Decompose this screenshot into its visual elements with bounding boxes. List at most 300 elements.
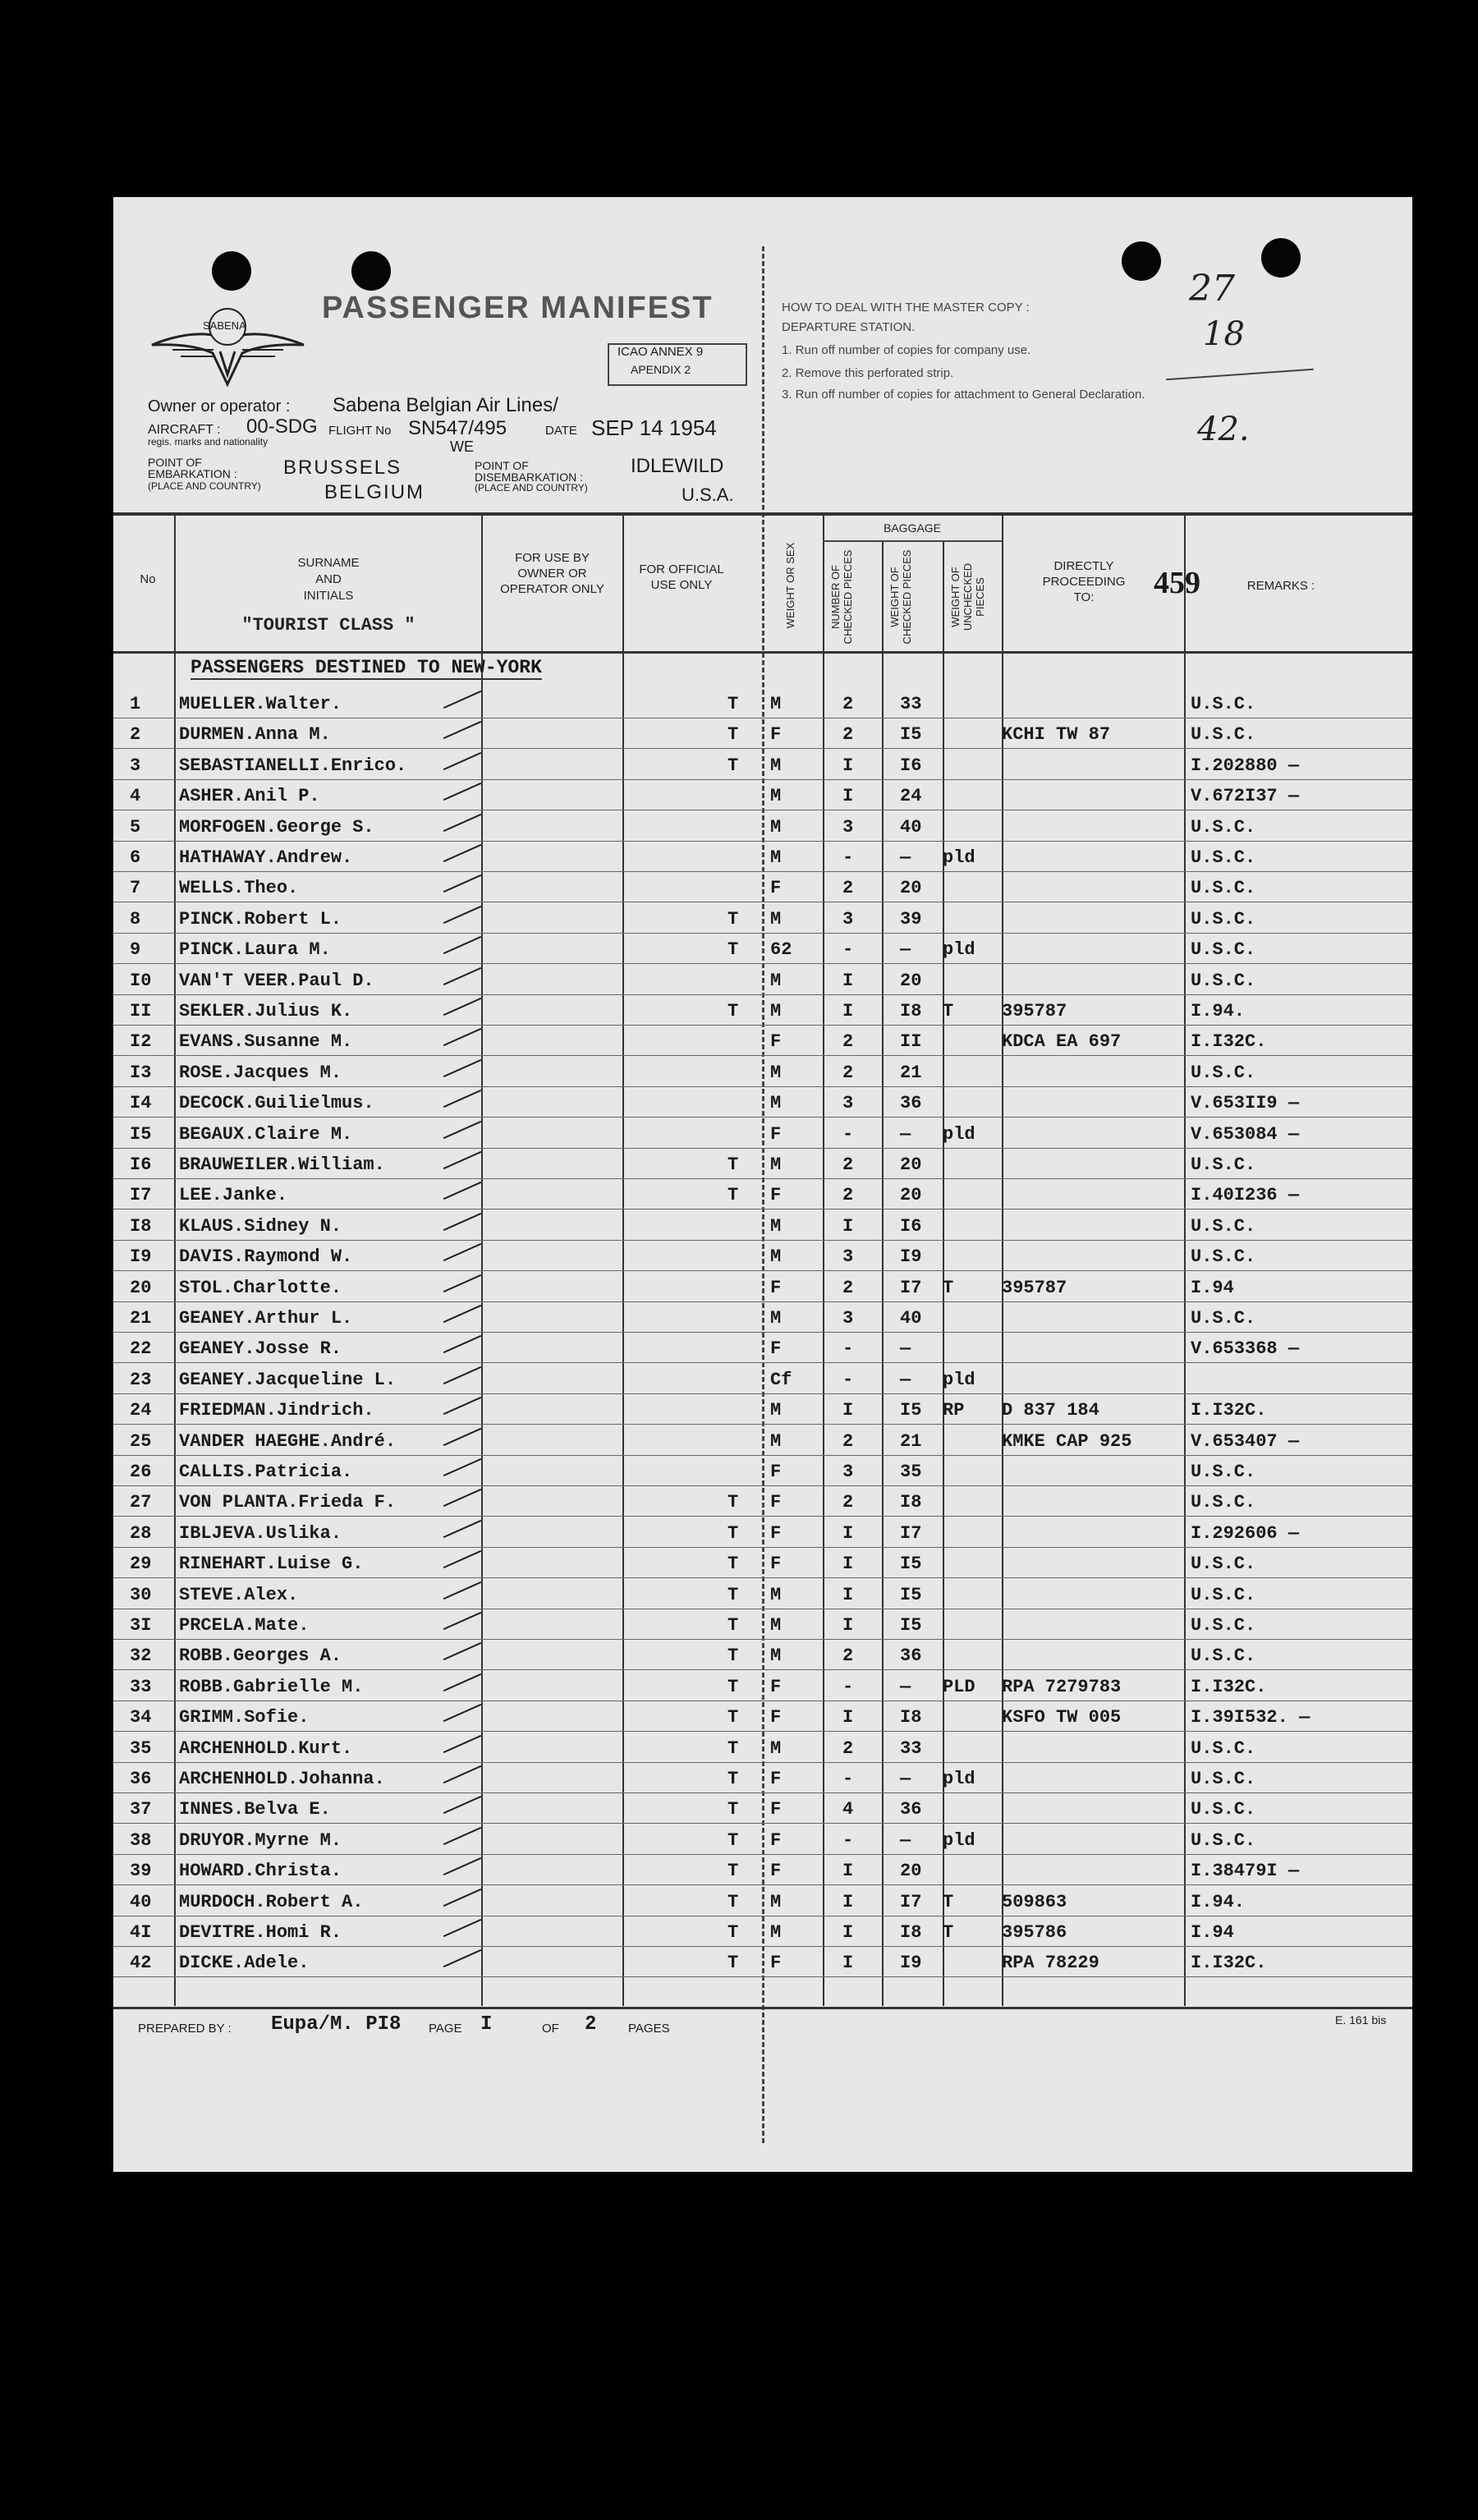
row-number: 2 bbox=[130, 724, 141, 746]
aircraft-label: AIRCRAFT : bbox=[148, 423, 221, 437]
sex: M bbox=[770, 1093, 782, 1114]
row-number: 34 bbox=[130, 1707, 152, 1728]
icao-appendix: APENDIX 2 bbox=[631, 363, 691, 376]
row-number: 9 bbox=[130, 939, 141, 961]
checked-pieces: 2 bbox=[842, 1430, 854, 1452]
remarks: V.653084 — bbox=[1191, 1123, 1300, 1145]
checked-pieces: I bbox=[842, 755, 854, 776]
remarks: U.S.C. bbox=[1191, 1584, 1256, 1605]
form-code: E. 161 bis bbox=[1335, 2013, 1387, 2027]
table-row bbox=[113, 871, 1412, 902]
checked-pieces: I bbox=[842, 1400, 854, 1421]
sex: M bbox=[770, 1215, 782, 1237]
check-mark-icon bbox=[443, 691, 481, 709]
of-value: 2 bbox=[585, 2013, 597, 2036]
passenger-name: ROBB.Georges A. bbox=[179, 1646, 342, 1667]
row-number: 35 bbox=[130, 1737, 152, 1759]
table-row bbox=[113, 841, 1412, 872]
unchecked-weight: PLD bbox=[943, 1676, 975, 1697]
table-row bbox=[113, 1762, 1412, 1793]
row-number: I6 bbox=[130, 1154, 152, 1175]
proceeding-count: 459 bbox=[1154, 566, 1200, 600]
passenger-name: EVANS.Susanne M. bbox=[179, 1031, 353, 1053]
row-number: 22 bbox=[130, 1338, 152, 1360]
row-number: I0 bbox=[130, 970, 152, 991]
directly-proceeding: KMKE CAP 925 bbox=[1002, 1430, 1132, 1452]
directly-proceeding: KDCA EA 697 bbox=[1002, 1031, 1122, 1053]
checked-weight: — bbox=[900, 939, 911, 961]
table-row bbox=[113, 1916, 1412, 1947]
checked-pieces: - bbox=[842, 1829, 854, 1851]
checked-pieces: 2 bbox=[842, 1492, 854, 1513]
checked-weight: 35 bbox=[900, 1462, 922, 1482]
passenger-name: PINCK.Robert L. bbox=[179, 908, 342, 930]
checked-weight: I5 bbox=[900, 1584, 922, 1605]
sex: F bbox=[770, 1676, 782, 1697]
sex: M bbox=[770, 1308, 782, 1329]
checked-weight: I9 bbox=[900, 1953, 922, 1974]
checked-weight: 20 bbox=[900, 1154, 922, 1175]
directly-proceeding: RPA 78229 bbox=[1002, 1953, 1099, 1974]
sex: M bbox=[770, 1062, 782, 1083]
checked-weight: 39 bbox=[900, 908, 922, 930]
directly-proceeding: 395787 bbox=[1002, 1277, 1067, 1298]
table-row bbox=[113, 1854, 1412, 1885]
checked-pieces: 3 bbox=[842, 1308, 854, 1329]
checked-pieces: 2 bbox=[842, 1646, 854, 1667]
checked-weight: I6 bbox=[900, 1215, 922, 1237]
transit-mark: T bbox=[728, 1676, 739, 1697]
checked-pieces: I bbox=[842, 1215, 854, 1237]
checked-pieces: 2 bbox=[842, 1154, 854, 1175]
transit-mark: T bbox=[728, 1707, 739, 1728]
sex: M bbox=[770, 1430, 782, 1452]
check-mark-icon bbox=[443, 1274, 481, 1292]
sex: F bbox=[770, 1031, 782, 1053]
passenger-name: STOL.Charlotte. bbox=[179, 1277, 342, 1298]
check-mark-icon bbox=[443, 1090, 481, 1108]
checked-pieces: 2 bbox=[842, 1737, 854, 1759]
checked-pieces: 2 bbox=[842, 878, 854, 899]
row-number: 4I bbox=[130, 1922, 152, 1943]
checked-weight: I6 bbox=[900, 755, 922, 776]
sex: M bbox=[770, 1584, 782, 1605]
table-row bbox=[113, 1792, 1412, 1824]
checked-pieces: I bbox=[842, 1891, 854, 1912]
unchecked-weight: pld bbox=[943, 1769, 975, 1789]
check-mark-icon bbox=[443, 752, 481, 770]
passenger-name: VON PLANTA.Frieda F. bbox=[179, 1492, 397, 1513]
passenger-name: RINEHART.Luise G. bbox=[179, 1554, 364, 1575]
check-mark-icon bbox=[443, 1919, 481, 1937]
remarks: V.653368 — bbox=[1191, 1338, 1300, 1360]
footer-rule bbox=[113, 2007, 1412, 2009]
row-number: I5 bbox=[130, 1123, 152, 1145]
table-row bbox=[113, 1609, 1412, 1640]
sex: F bbox=[770, 1829, 782, 1851]
passenger-name: MURDOCH.Robert A. bbox=[179, 1891, 364, 1912]
punch-hole-3 bbox=[1122, 241, 1161, 281]
sex: F bbox=[770, 1522, 782, 1544]
checked-pieces: 4 bbox=[842, 1799, 854, 1820]
row-number: 3 bbox=[130, 755, 141, 776]
of-label: OF bbox=[542, 2022, 559, 2036]
check-mark-icon bbox=[443, 1305, 481, 1323]
checked-weight: I5 bbox=[900, 1554, 922, 1575]
sex: F bbox=[770, 1277, 782, 1298]
checked-weight: 20 bbox=[900, 878, 922, 899]
checked-weight: I5 bbox=[900, 1400, 922, 1421]
sex: M bbox=[770, 908, 782, 930]
row-number: I2 bbox=[130, 1031, 152, 1053]
check-mark-icon bbox=[443, 967, 481, 985]
checked-weight: 40 bbox=[900, 816, 922, 838]
col-header-no: No bbox=[140, 572, 156, 586]
checked-pieces: I bbox=[842, 1922, 854, 1943]
sex: F bbox=[770, 1554, 782, 1575]
disembark-country: U.S.A. bbox=[682, 484, 734, 505]
row-number: 7 bbox=[130, 878, 141, 899]
unchecked-weight: T bbox=[943, 1001, 954, 1021]
instruction-line-2: DEPARTURE STATION. bbox=[782, 320, 916, 334]
checked-weight: 20 bbox=[900, 1185, 922, 1206]
remarks: U.S.C. bbox=[1191, 1462, 1256, 1482]
handwritten-number-2: 18 bbox=[1203, 315, 1245, 353]
handwritten-number-3: 42. bbox=[1197, 411, 1250, 448]
checked-pieces: - bbox=[842, 1676, 854, 1697]
unchecked-weight: T bbox=[943, 1891, 954, 1912]
passenger-name: ROSE.Jacques M. bbox=[179, 1062, 342, 1083]
checked-pieces: 2 bbox=[842, 1031, 854, 1053]
table-row bbox=[113, 1363, 1412, 1394]
table-row bbox=[113, 1240, 1412, 1271]
passenger-name: DECOCK.Guilielmus. bbox=[179, 1093, 374, 1114]
remarks: I.I32C. bbox=[1191, 1953, 1267, 1974]
checked-weight: — bbox=[900, 1829, 911, 1851]
remarks: U.S.C. bbox=[1191, 1308, 1256, 1329]
table-row bbox=[113, 902, 1412, 934]
check-mark-icon bbox=[443, 1458, 481, 1476]
table-row bbox=[113, 1517, 1412, 1548]
aircraft-sublabel: regis. marks and nationality bbox=[148, 436, 269, 448]
row-number: I4 bbox=[130, 1093, 152, 1114]
remarks: I.94. bbox=[1191, 1891, 1246, 1912]
col-header-weight-checked: WEIGHT OF CHECKED PIECES bbox=[888, 549, 913, 645]
row-number: 21 bbox=[130, 1308, 152, 1329]
embark-label: POINT OF EMBARKATION : bbox=[148, 456, 237, 480]
checked-weight: 33 bbox=[900, 694, 922, 714]
directly-proceeding: D 837 184 bbox=[1002, 1400, 1099, 1421]
instruction-line-1: HOW TO DEAL WITH THE MASTER COPY : bbox=[782, 301, 1030, 314]
disembark-place: IDLEWILD bbox=[631, 455, 724, 477]
sex: F bbox=[770, 1462, 782, 1482]
transit-mark: T bbox=[728, 1554, 739, 1575]
transit-mark: T bbox=[728, 1829, 739, 1851]
checked-weight: — bbox=[900, 1338, 911, 1360]
check-mark-icon bbox=[443, 1335, 481, 1353]
flight-extra: WE bbox=[450, 438, 474, 455]
checked-pieces: 3 bbox=[842, 1093, 854, 1114]
remarks: I.38479I — bbox=[1191, 1861, 1300, 1882]
row-number: 30 bbox=[130, 1584, 152, 1605]
passenger-name: HOWARD.Christa. bbox=[179, 1861, 342, 1882]
check-mark-icon bbox=[443, 998, 481, 1016]
row-number: 25 bbox=[130, 1430, 152, 1452]
check-mark-icon bbox=[443, 1735, 481, 1753]
transit-mark: T bbox=[728, 1001, 739, 1021]
col-header-tourist-class: "TOURIST CLASS " bbox=[241, 615, 415, 636]
passenger-name: BRAUWEILER.William. bbox=[179, 1154, 385, 1175]
passenger-name: FRIEDMAN.Jindrich. bbox=[179, 1400, 374, 1421]
checked-weight: 36 bbox=[900, 1646, 922, 1667]
check-mark-icon bbox=[443, 1673, 481, 1691]
table-row bbox=[113, 1178, 1412, 1210]
passenger-name: HATHAWAY.Andrew. bbox=[179, 847, 353, 868]
col-header-directly-proceeding: DIRECTLY PROCEEDING TO: bbox=[1042, 559, 1126, 604]
transit-mark: T bbox=[728, 1799, 739, 1820]
checked-weight: I7 bbox=[900, 1277, 922, 1298]
checked-pieces: I bbox=[842, 1001, 854, 1021]
checked-pieces: 3 bbox=[842, 1246, 854, 1268]
transit-mark: T bbox=[728, 1891, 739, 1912]
sex: Cf bbox=[770, 1369, 792, 1390]
passenger-name: GEANEY.Jacqueline L. bbox=[179, 1369, 397, 1390]
passenger-name: GRIMM.Sofie. bbox=[179, 1707, 310, 1728]
check-mark-icon bbox=[443, 906, 481, 924]
sex: F bbox=[770, 724, 782, 746]
check-mark-icon bbox=[443, 1366, 481, 1384]
pages-label: PAGES bbox=[628, 2022, 670, 2036]
table-row bbox=[113, 1271, 1412, 1302]
col-header-surname-2: AND bbox=[315, 572, 342, 586]
check-mark-icon bbox=[443, 1489, 481, 1507]
remarks: U.S.C. bbox=[1191, 1554, 1256, 1575]
row-number: 40 bbox=[130, 1891, 152, 1912]
table-row bbox=[113, 1824, 1412, 1855]
checked-pieces: 2 bbox=[842, 1277, 854, 1298]
sex: F bbox=[770, 1953, 782, 1974]
table-row bbox=[113, 933, 1412, 964]
passenger-name: SEBASTIANELLI.Enrico. bbox=[179, 755, 407, 776]
transit-mark: T bbox=[728, 1522, 739, 1544]
remarks: V.672I37 — bbox=[1191, 786, 1300, 807]
disembark-label: POINT OF DISEMBARKATION : bbox=[475, 459, 583, 484]
row-number: I8 bbox=[130, 1215, 152, 1237]
passenger-name: SEKLER.Julius K. bbox=[179, 1001, 353, 1021]
passenger-name: VANDER HAEGHE.André. bbox=[179, 1430, 397, 1452]
row-number: II bbox=[130, 1001, 152, 1021]
remarks: U.S.C. bbox=[1191, 1246, 1256, 1268]
remarks: I.94. bbox=[1191, 1001, 1246, 1021]
embark-sublabel: (PLACE AND COUNTRY) bbox=[148, 480, 261, 492]
transit-mark: T bbox=[728, 1584, 739, 1605]
row-number: 33 bbox=[130, 1676, 152, 1697]
transit-mark: T bbox=[728, 939, 739, 961]
embark-country: BELGIUM bbox=[324, 481, 425, 503]
sex: F bbox=[770, 1492, 782, 1513]
sex: F bbox=[770, 1799, 782, 1820]
row-number: 5 bbox=[130, 816, 141, 838]
checked-pieces: 2 bbox=[842, 1185, 854, 1206]
embark-place: BRUSSELS bbox=[283, 457, 402, 479]
checked-pieces: - bbox=[842, 1338, 854, 1360]
table-row bbox=[113, 1732, 1412, 1763]
sex: M bbox=[770, 1246, 782, 1268]
remarks: U.S.C. bbox=[1191, 1737, 1256, 1759]
remarks: V.653407 — bbox=[1191, 1430, 1300, 1452]
transit-mark: T bbox=[728, 1492, 739, 1513]
checked-pieces: - bbox=[842, 1769, 854, 1789]
table-row bbox=[113, 687, 1412, 718]
check-mark-icon bbox=[443, 1765, 481, 1783]
transit-mark: T bbox=[728, 1154, 739, 1175]
check-mark-icon bbox=[443, 721, 481, 739]
table-row bbox=[113, 964, 1412, 995]
table-row bbox=[113, 1210, 1412, 1241]
table-row bbox=[113, 779, 1412, 810]
check-mark-icon bbox=[443, 874, 481, 893]
checked-weight: I8 bbox=[900, 1707, 922, 1728]
checked-pieces: 2 bbox=[842, 1062, 854, 1083]
passenger-name: WELLS.Theo. bbox=[179, 878, 299, 899]
remarks: I.94 bbox=[1191, 1922, 1234, 1943]
table-row bbox=[113, 1578, 1412, 1609]
check-mark-icon bbox=[443, 1428, 481, 1446]
passenger-name: CALLIS.Patricia. bbox=[179, 1462, 353, 1482]
check-mark-icon bbox=[443, 1949, 481, 1967]
directly-proceeding: RPA 7279783 bbox=[1002, 1676, 1122, 1697]
passenger-name: LEE.Janke. bbox=[179, 1185, 288, 1206]
sabena-logo-icon bbox=[148, 302, 308, 388]
row-number: 27 bbox=[130, 1492, 152, 1513]
check-mark-icon bbox=[443, 1581, 481, 1600]
prepared-value: Eupa/M. PI8 bbox=[271, 2013, 402, 2036]
passenger-name: DURMEN.Anna M. bbox=[179, 724, 331, 746]
check-mark-icon bbox=[443, 1213, 481, 1231]
passenger-name: VAN'T VEER.Paul D. bbox=[179, 970, 374, 991]
checked-pieces: I bbox=[842, 1522, 854, 1544]
row-number: 1 bbox=[130, 694, 141, 714]
sex: F bbox=[770, 1707, 782, 1728]
checked-weight: — bbox=[900, 847, 911, 868]
sex: M bbox=[770, 1891, 782, 1912]
table-row bbox=[113, 1025, 1412, 1056]
remarks: U.S.C. bbox=[1191, 878, 1256, 899]
row-number: I3 bbox=[130, 1062, 152, 1083]
transit-mark: T bbox=[728, 1615, 739, 1636]
directly-proceeding: KCHI TW 87 bbox=[1002, 724, 1111, 746]
passenger-name: DICKE.Adele. bbox=[179, 1953, 310, 1974]
table-row bbox=[113, 810, 1412, 842]
checked-pieces: I bbox=[842, 1615, 854, 1636]
sex: M bbox=[770, 1001, 782, 1021]
row-number: I7 bbox=[130, 1185, 152, 1206]
checked-pieces: 2 bbox=[842, 724, 854, 746]
sex: M bbox=[770, 786, 782, 807]
check-mark-icon bbox=[443, 1612, 481, 1630]
remarks: U.S.C. bbox=[1191, 1615, 1256, 1636]
instruction-line-4: 2. Remove this perforated strip. bbox=[782, 366, 954, 380]
sex: F bbox=[770, 1769, 782, 1789]
punch-hole-2 bbox=[351, 251, 391, 291]
check-mark-icon bbox=[443, 1028, 481, 1046]
table-row bbox=[113, 1885, 1412, 1916]
check-mark-icon bbox=[443, 1243, 481, 1261]
table-row bbox=[113, 1301, 1412, 1333]
checked-pieces: 3 bbox=[842, 816, 854, 838]
passenger-name: GEANEY.Arthur L. bbox=[179, 1308, 353, 1329]
passenger-name: PINCK.Laura M. bbox=[179, 939, 331, 961]
remarks: U.S.C. bbox=[1191, 908, 1256, 930]
date-label: DATE bbox=[545, 424, 577, 438]
sex: M bbox=[770, 1400, 782, 1421]
checked-pieces: I bbox=[842, 1953, 854, 1974]
sex: F bbox=[770, 1338, 782, 1360]
table-header-rule bbox=[113, 651, 1412, 654]
table-row bbox=[113, 994, 1412, 1026]
sex: F bbox=[770, 1123, 782, 1145]
owner-value: Sabena Belgian Air Lines/ bbox=[333, 394, 558, 416]
passenger-name: DEVITRE.Homi R. bbox=[179, 1922, 342, 1943]
col-header-official-use: FOR OFFICIAL USE ONLY bbox=[639, 562, 724, 592]
remarks: U.S.C. bbox=[1191, 1215, 1256, 1237]
col-header-remarks: REMARKS : bbox=[1246, 579, 1315, 593]
transit-mark: T bbox=[728, 694, 739, 714]
transit-mark: T bbox=[728, 1769, 739, 1789]
check-mark-icon bbox=[443, 1857, 481, 1875]
remarks: U.S.C. bbox=[1191, 1829, 1256, 1851]
logo-text: SABENA bbox=[203, 319, 246, 332]
row-number: 37 bbox=[130, 1799, 152, 1820]
icao-annex: ICAO ANNEX 9 bbox=[617, 345, 704, 359]
instruction-line-5: 3. Run off number of copies for attachment to General Declaration. bbox=[782, 388, 1145, 402]
checked-weight: 36 bbox=[900, 1093, 922, 1114]
checked-pieces: - bbox=[842, 1369, 854, 1390]
remarks: I.39I532. — bbox=[1191, 1707, 1310, 1728]
unchecked-weight: T bbox=[943, 1277, 954, 1298]
checked-weight: I9 bbox=[900, 1246, 922, 1268]
unchecked-weight: pld bbox=[943, 939, 975, 961]
table-row bbox=[113, 1393, 1412, 1425]
remarks: U.S.C. bbox=[1191, 847, 1256, 868]
sex: M bbox=[770, 1615, 782, 1636]
sex: M bbox=[770, 1154, 782, 1175]
row-number: I9 bbox=[130, 1246, 152, 1268]
checked-weight: 40 bbox=[900, 1308, 922, 1329]
remarks: U.S.C. bbox=[1191, 1492, 1256, 1513]
checked-weight: 36 bbox=[900, 1799, 922, 1820]
row-number: 39 bbox=[130, 1861, 152, 1882]
row-number: 26 bbox=[130, 1462, 152, 1482]
checked-weight: I7 bbox=[900, 1522, 922, 1544]
table-row bbox=[113, 1485, 1412, 1517]
owner-label: Owner or operator : bbox=[148, 397, 291, 415]
row-number: 29 bbox=[130, 1554, 152, 1575]
checked-weight: I8 bbox=[900, 1922, 922, 1943]
row-number: 32 bbox=[130, 1646, 152, 1667]
table-row bbox=[113, 1639, 1412, 1670]
directly-proceeding: 509863 bbox=[1002, 1891, 1067, 1912]
remarks: I.I32C. bbox=[1191, 1676, 1267, 1697]
sex: M bbox=[770, 1922, 782, 1943]
col-header-num-checked: NUMBER OF CHECKED PIECES bbox=[829, 549, 854, 645]
passenger-name: BEGAUX.Claire M. bbox=[179, 1123, 353, 1145]
checked-weight: I5 bbox=[900, 1615, 922, 1636]
passenger-name: DRUYOR.Myrne M. bbox=[179, 1829, 342, 1851]
passenger-name: KLAUS.Sidney N. bbox=[179, 1215, 342, 1237]
table-row bbox=[113, 1547, 1412, 1578]
table-row bbox=[113, 1670, 1412, 1701]
